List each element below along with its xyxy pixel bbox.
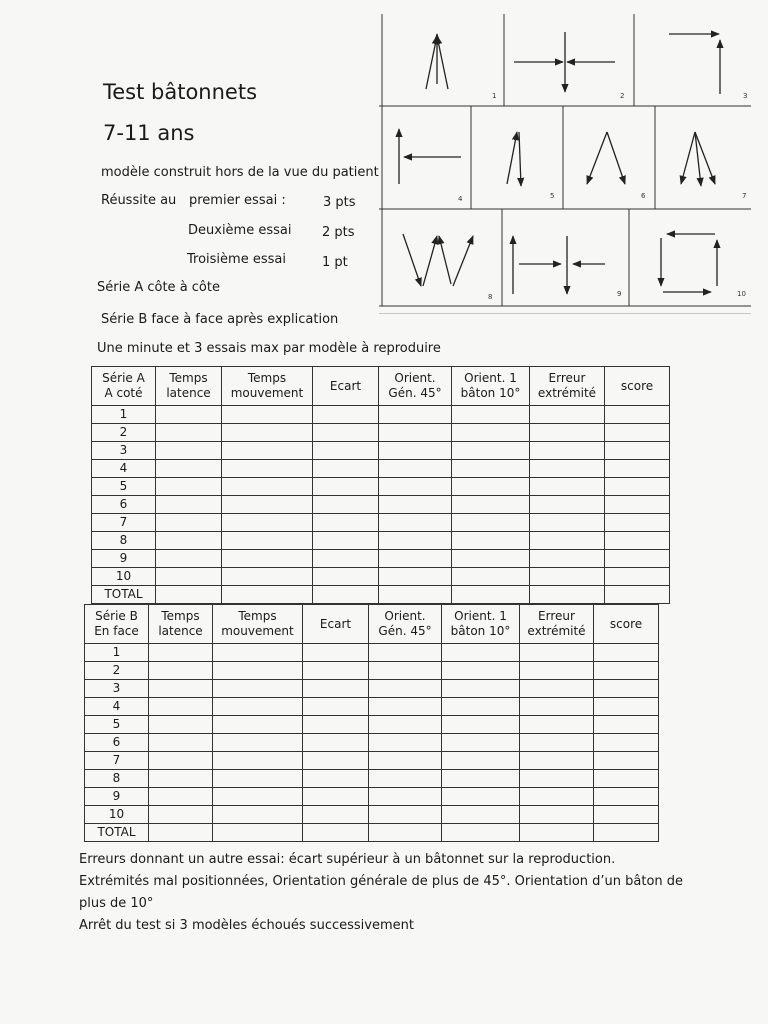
attempt-3-label: Troisième essai (187, 252, 286, 267)
series-b-header-3: Ecart (303, 605, 369, 644)
page-title: Test bâtonnets (103, 80, 258, 104)
series-a-blank-cell (379, 442, 452, 460)
series-b-blank-cell (442, 680, 520, 698)
series-a-blank-cell (222, 496, 313, 514)
series-b-blank-cell (149, 734, 213, 752)
series-b-blank-cell (149, 680, 213, 698)
series-b-blank-cell (594, 752, 659, 770)
series-b-header-4: Orient. Gén. 45° (369, 605, 442, 644)
series-b-header-6: Erreur extrémité (520, 605, 594, 644)
series-a-blank-cell (452, 424, 530, 442)
series-b-blank-cell (303, 824, 369, 842)
series-a-row-label: 4 (92, 460, 156, 478)
time-limit-note: Une minute et 3 essais max par modèle à reproduire (97, 341, 441, 356)
model-1-sticks (426, 34, 448, 89)
series-b-blank-cell (303, 716, 369, 734)
table-row (92, 496, 670, 514)
series-b-blank-cell (520, 788, 594, 806)
series-b-blank-cell (149, 662, 213, 680)
series-b-blank-cell (442, 770, 520, 788)
series-b-table (84, 604, 659, 842)
series-b-blank-cell (442, 698, 520, 716)
series-a-blank-cell (156, 532, 222, 550)
attempt-1-label: premier essai : (189, 193, 286, 208)
series-b-blank-cell (594, 788, 659, 806)
series-a-blank-cell (222, 460, 313, 478)
model-number-9: 9 (617, 290, 622, 298)
series-b-blank-cell (149, 824, 213, 842)
model-number-10: 10 (737, 290, 746, 298)
model-number-7: 7 (742, 192, 747, 200)
series-b-row-label: 6 (85, 734, 149, 752)
series-a-blank-cell (156, 478, 222, 496)
age-range: 7-11 ans (103, 121, 195, 145)
model-5-sticks (507, 132, 521, 186)
series-a-header-2: Temps mouvement (222, 367, 313, 406)
series-b-blank-cell (520, 644, 594, 662)
series-a-blank-cell (313, 586, 379, 604)
series-a-row-label: 1 (92, 406, 156, 424)
series-a-blank-cell (313, 532, 379, 550)
series-a-header-5: Orient. 1 bâton 10° (452, 367, 530, 406)
series-a-blank-cell (222, 406, 313, 424)
series-b-row-label: 2 (85, 662, 149, 680)
table-row (92, 442, 670, 460)
series-b-blank-cell (442, 752, 520, 770)
series-b-blank-cell (303, 734, 369, 752)
series-b-blank-cell (303, 806, 369, 824)
table-row (92, 550, 670, 568)
series-a-blank-cell (452, 496, 530, 514)
series-b-blank-cell (369, 716, 442, 734)
series-a-blank-cell (156, 586, 222, 604)
stick-models-drawing (379, 14, 751, 314)
attempt-1-points: 3 pts (323, 195, 356, 210)
series-a-blank-cell (379, 514, 452, 532)
series-a-blank-cell (313, 460, 379, 478)
series-a-blank-cell (156, 568, 222, 586)
series-a-blank-cell (605, 478, 670, 496)
series-b-blank-cell (369, 770, 442, 788)
series-b-header-7: score (594, 605, 659, 644)
series-b-blank-cell (213, 662, 303, 680)
series-b-row-label: TOTAL (85, 824, 149, 842)
series-a-header-6: Erreur extrémité (530, 367, 605, 406)
table-row (85, 662, 659, 680)
series-a-blank-cell (605, 532, 670, 550)
series-b-blank-cell (213, 734, 303, 752)
series-a-row-label: 9 (92, 550, 156, 568)
series-a-header-3: Ecart (313, 367, 379, 406)
series-a-blank-cell (313, 496, 379, 514)
series-a-blank-cell (379, 424, 452, 442)
series-a-blank-cell (452, 442, 530, 460)
series-b-blank-cell (369, 752, 442, 770)
series-a-blank-cell (452, 514, 530, 532)
series-a-blank-cell (530, 460, 605, 478)
model-number-6: 6 (641, 192, 646, 200)
series-a-blank-cell (156, 406, 222, 424)
model-6-sticks (587, 132, 625, 184)
series-b-blank-cell (303, 698, 369, 716)
series-b-row-label: 4 (85, 698, 149, 716)
series-a-blank-cell (156, 460, 222, 478)
series-b-header-5: Orient. 1 bâton 10° (442, 605, 520, 644)
series-b-blank-cell (369, 680, 442, 698)
series-b-blank-cell (369, 806, 442, 824)
series-b-blank-cell (520, 698, 594, 716)
series-a-blank-cell (452, 586, 530, 604)
series-b-blank-cell (520, 734, 594, 752)
series-a-blank-cell (530, 550, 605, 568)
series-a-blank-cell (605, 460, 670, 478)
series-a-blank-cell (452, 460, 530, 478)
series-b-blank-cell (594, 716, 659, 734)
series-a-blank-cell (222, 514, 313, 532)
series-a-blank-cell (530, 568, 605, 586)
series-b-blank-cell (594, 734, 659, 752)
series-b-blank-cell (520, 806, 594, 824)
series-b-blank-cell (369, 734, 442, 752)
model-7-sticks (681, 132, 715, 186)
series-a-blank-cell (222, 424, 313, 442)
series-b-blank-cell (213, 770, 303, 788)
series-b-blank-cell (442, 734, 520, 752)
series-a-blank-cell (605, 424, 670, 442)
series-a-header-0: Série A A coté (92, 367, 156, 406)
series-a-header-4: Orient. Gén. 45° (379, 367, 452, 406)
series-b-blank-cell (369, 788, 442, 806)
stick-models-grid (379, 14, 751, 314)
series-a-blank-cell (605, 586, 670, 604)
series-b-blank-cell (149, 698, 213, 716)
series-b-blank-cell (594, 698, 659, 716)
series-b-blank-cell (213, 752, 303, 770)
series-a-blank-cell (530, 424, 605, 442)
series-a-blank-cell (530, 586, 605, 604)
series-b-blank-cell (594, 770, 659, 788)
series-a-blank-cell (379, 496, 452, 514)
series-b-row-label: 10 (85, 806, 149, 824)
attempt-3-points: 1 pt (322, 255, 348, 270)
series-a-row-label: 2 (92, 424, 156, 442)
table-row (85, 680, 659, 698)
model-4-sticks (399, 129, 461, 184)
table-row (92, 568, 670, 586)
series-b-row-label: 8 (85, 770, 149, 788)
table-row (92, 478, 670, 496)
footer-orientation-rule: Extrémités mal positionnées, Orientation générale de plus de 45°. Orientation d’un bâton de (79, 874, 684, 889)
series-b-row-label: 9 (85, 788, 149, 806)
footer-orientation-rule-cont: plus de 10° (79, 896, 154, 911)
series-b-blank-cell (594, 824, 659, 842)
series-a-blank-cell (452, 532, 530, 550)
series-b-blank-cell (594, 806, 659, 824)
series-b-blank-cell (213, 824, 303, 842)
series-b-blank-cell (442, 644, 520, 662)
series-a-blank-cell (605, 514, 670, 532)
series-b-blank-cell (520, 716, 594, 734)
series-a-blank-cell (156, 550, 222, 568)
series-b-blank-cell (594, 644, 659, 662)
footer-stop-rule: Arrêt du test si 3 modèles échoués successivement (79, 918, 414, 933)
series-a-table (91, 366, 670, 604)
series-a-row-label: 8 (92, 532, 156, 550)
series-b-blank-cell (213, 716, 303, 734)
series-b-blank-cell (149, 644, 213, 662)
series-a-blank-cell (313, 478, 379, 496)
series-a-row-label: 5 (92, 478, 156, 496)
model-number-8: 8 (488, 293, 493, 301)
series-a-blank-cell (605, 550, 670, 568)
series-a-header-7: score (605, 367, 670, 406)
series-a-row-label: 7 (92, 514, 156, 532)
series-b-header-1: Temps latence (149, 605, 213, 644)
series-b-blank-cell (303, 680, 369, 698)
series-b-blank-cell (303, 644, 369, 662)
series-a-blank-cell (222, 478, 313, 496)
series-b-blank-cell (213, 806, 303, 824)
series-a-blank-cell (222, 568, 313, 586)
table-row (85, 752, 659, 770)
series-a-blank-cell (605, 496, 670, 514)
series-b-blank-cell (594, 680, 659, 698)
series-b-blank-cell (442, 788, 520, 806)
series-a-blank-cell (313, 568, 379, 586)
success-label: Réussite au (101, 193, 177, 208)
series-b-blank-cell (442, 824, 520, 842)
series-b-row-label: 3 (85, 680, 149, 698)
series-b-row-label: 1 (85, 644, 149, 662)
series-a-blank-cell (530, 406, 605, 424)
table-row (92, 460, 670, 478)
series-b-blank-cell (369, 662, 442, 680)
series-a-blank-cell (313, 514, 379, 532)
series-a-blank-cell (530, 478, 605, 496)
series-b-blank-cell (303, 770, 369, 788)
series-b-blank-cell (149, 806, 213, 824)
series-a-blank-cell (313, 406, 379, 424)
table-row (92, 406, 670, 424)
table-row (85, 716, 659, 734)
series-b-blank-cell (303, 752, 369, 770)
series-b-blank-cell (369, 824, 442, 842)
series-b-blank-cell (594, 662, 659, 680)
series-a-blank-cell (605, 568, 670, 586)
series-a-row-label: 3 (92, 442, 156, 460)
series-a-blank-cell (379, 406, 452, 424)
series-b-blank-cell (520, 662, 594, 680)
series-a-blank-cell (379, 532, 452, 550)
table-row (85, 788, 659, 806)
series-b-blank-cell (442, 662, 520, 680)
series-b-header-2: Temps mouvement (213, 605, 303, 644)
table-row (92, 424, 670, 442)
series-a-blank-cell (452, 550, 530, 568)
series-b-blank-cell (520, 770, 594, 788)
table-row (85, 734, 659, 752)
model-note: modèle construit hors de la vue du patient (101, 165, 379, 180)
series-b-blank-cell (520, 680, 594, 698)
series-b-note: Série B face à face après explication (101, 312, 339, 327)
series-a-blank-cell (222, 586, 313, 604)
series-a-blank-cell (379, 460, 452, 478)
series-b-blank-cell (213, 788, 303, 806)
series-a-row-label: 10 (92, 568, 156, 586)
series-b-blank-cell (442, 716, 520, 734)
footer-error-rule: Erreurs donnant un autre essai: écart supérieur à un bâtonnet sur la reproduction. (79, 852, 616, 867)
table-row (92, 514, 670, 532)
series-a-header-1: Temps latence (156, 367, 222, 406)
series-b-blank-cell (303, 788, 369, 806)
series-b-row-label: 7 (85, 752, 149, 770)
table-row (85, 824, 659, 842)
series-b-blank-cell (149, 788, 213, 806)
table-row (85, 770, 659, 788)
series-a-blank-cell (605, 406, 670, 424)
series-a-blank-cell (313, 424, 379, 442)
series-a-blank-cell (313, 442, 379, 460)
model-3-sticks (669, 34, 720, 94)
table-row (85, 806, 659, 824)
model-9-sticks (513, 236, 605, 294)
series-a-blank-cell (605, 442, 670, 460)
model-8-sticks (403, 234, 473, 286)
series-a-blank-cell (156, 424, 222, 442)
attempt-2-label: Deuxième essai (188, 223, 292, 238)
series-a-blank-cell (156, 496, 222, 514)
model-2-sticks (514, 32, 615, 92)
series-b-blank-cell (369, 698, 442, 716)
series-a-blank-cell (379, 586, 452, 604)
series-a-row-label: TOTAL (92, 586, 156, 604)
series-a-blank-cell (222, 550, 313, 568)
series-a-blank-cell (379, 478, 452, 496)
series-a-row-label: 6 (92, 496, 156, 514)
series-a-blank-cell (313, 550, 379, 568)
model-number-3: 3 (743, 92, 748, 100)
series-a-blank-cell (530, 442, 605, 460)
series-a-note: Série A côte à côte (97, 280, 220, 295)
series-a-blank-cell (452, 568, 530, 586)
series-b-blank-cell (442, 806, 520, 824)
series-a-blank-cell (222, 532, 313, 550)
series-a-blank-cell (452, 478, 530, 496)
model-number-4: 4 (458, 195, 463, 203)
model-number-2: 2 (620, 92, 625, 100)
series-a-blank-cell (379, 550, 452, 568)
table-row (85, 644, 659, 662)
series-a-blank-cell (379, 568, 452, 586)
model-10-sticks (661, 234, 717, 292)
series-b-blank-cell (303, 662, 369, 680)
series-a-blank-cell (222, 442, 313, 460)
series-b-row-label: 5 (85, 716, 149, 734)
model-number-1: 1 (492, 92, 497, 100)
series-b-blank-cell (149, 752, 213, 770)
series-b-blank-cell (520, 752, 594, 770)
table-row (85, 698, 659, 716)
series-b-blank-cell (149, 716, 213, 734)
series-a-blank-cell (156, 442, 222, 460)
table-row (92, 586, 670, 604)
series-b-blank-cell (213, 680, 303, 698)
model-number-5: 5 (550, 192, 555, 200)
series-b-blank-cell (520, 824, 594, 842)
series-b-header-0: Série B En face (85, 605, 149, 644)
attempt-2-points: 2 pts (322, 225, 355, 240)
series-b-blank-cell (369, 644, 442, 662)
series-b-blank-cell (213, 698, 303, 716)
series-a-blank-cell (156, 514, 222, 532)
series-b-blank-cell (149, 770, 213, 788)
table-row (92, 532, 670, 550)
series-b-blank-cell (213, 644, 303, 662)
series-a-blank-cell (530, 496, 605, 514)
series-a-blank-cell (530, 532, 605, 550)
series-a-blank-cell (452, 406, 530, 424)
series-a-blank-cell (530, 514, 605, 532)
